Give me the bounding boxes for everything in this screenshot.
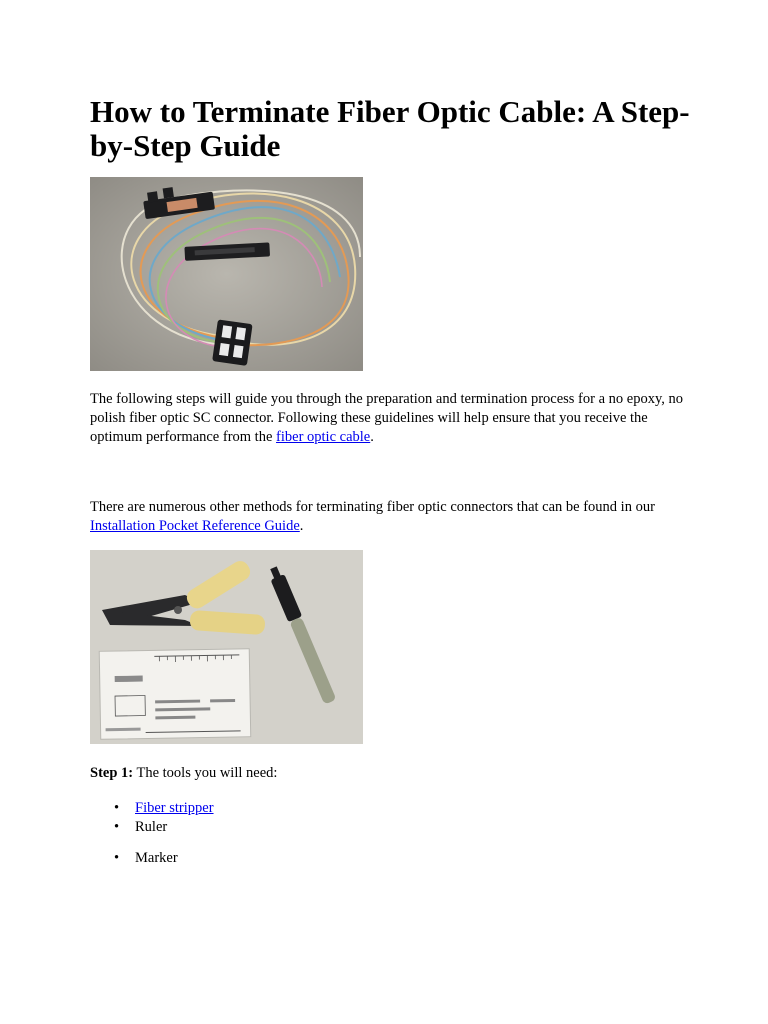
step1-text: The tools you will need:	[133, 765, 278, 781]
page-title: How to Terminate Fiber Optic Cable: A Step-by-Step Guide	[90, 94, 690, 163]
marker-item: Marker	[135, 850, 178, 866]
other-methods-text: There are numerous other methods for terminating fiber optic connectors that can be found in our	[90, 499, 655, 515]
other-methods-paragraph	[90, 498, 690, 536]
list-item	[90, 818, 214, 837]
intro-end: .	[370, 429, 374, 445]
installation-guide-link[interactable]: Installation Pocket Reference Guide	[90, 518, 300, 534]
fiber-optic-cable-link[interactable]: fiber optic cable	[276, 429, 371, 445]
tools-list	[90, 799, 214, 868]
fiber-stripper-link[interactable]: Fiber stripper	[135, 800, 214, 816]
list-item	[90, 799, 214, 818]
tools-photo	[90, 550, 363, 744]
step1-paragraph	[90, 764, 690, 783]
step1-label: Step 1:	[90, 765, 134, 781]
fiber-connector-photo	[90, 177, 363, 371]
intro-paragraph	[90, 390, 690, 447]
list-item	[90, 849, 214, 868]
intro-text: The following steps will guide you through the preparation and termination process for a no epoxy, no polish fiber optic SC connector. Following these guidelines will help ensure that you receive the optimum performance from the	[90, 391, 684, 445]
ruler-item: Ruler	[135, 819, 168, 835]
other-methods-end: .	[299, 518, 304, 534]
